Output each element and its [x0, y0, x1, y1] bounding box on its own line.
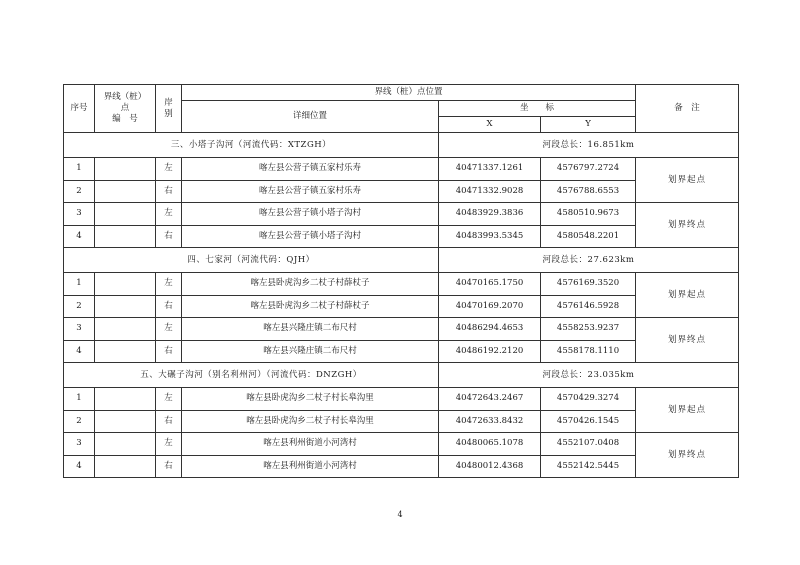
section-length: 河段总长：27.623km — [439, 248, 739, 273]
cell-y: 4570429.3274 — [541, 388, 636, 411]
cell-y: 4576169.3520 — [541, 273, 636, 296]
cell-stake-number — [95, 273, 156, 296]
cell-remark: 划界起点 — [636, 158, 739, 203]
cell-remark: 划界起点 — [636, 388, 739, 433]
cell-stake-number — [95, 388, 156, 411]
section-title: 四、七家河（河流代码：QJH） — [64, 248, 439, 273]
cell-seq: 2 — [64, 295, 95, 318]
header-stake-number-line3: 编 号 — [112, 114, 138, 124]
cell-x: 40470169.2070 — [439, 295, 541, 318]
cell-bank: 右 — [156, 295, 182, 318]
cell-y: 4558178.1110 — [541, 340, 636, 363]
cell-bank: 右 — [156, 340, 182, 363]
header-y: Y — [541, 117, 636, 133]
cell-location: 喀左县公营子镇五家村乐寿 — [182, 180, 439, 203]
cell-remark: 划界终点 — [636, 318, 739, 363]
cell-seq: 3 — [64, 318, 95, 341]
cell-bank: 左 — [156, 388, 182, 411]
cell-seq: 3 — [64, 433, 95, 456]
header-stake-number-line2: 点 — [120, 103, 130, 113]
cell-x: 40486192.2120 — [439, 340, 541, 363]
page-number: 4 — [397, 510, 403, 519]
cell-x: 40472643.2467 — [439, 388, 541, 411]
header-remark: 备 注 — [636, 85, 739, 133]
cell-remark: 划界起点 — [636, 273, 739, 318]
cell-x: 40472633.8432 — [439, 410, 541, 433]
cell-location: 喀左县卧虎沟乡二杖子村长皋沟里 — [182, 388, 439, 411]
table-row — [64, 273, 739, 296]
cell-location: 喀左县公营子镇小塔子沟村 — [182, 225, 439, 248]
cell-bank: 右 — [156, 225, 182, 248]
cell-y: 4580510.9673 — [541, 203, 636, 226]
cell-x: 40480012.4368 — [439, 455, 541, 478]
cell-stake-number — [95, 203, 156, 226]
cell-x: 40483929.3836 — [439, 203, 541, 226]
section-title: 五、大碾子沟河（别名利州河）（河流代码：DNZGH） — [64, 363, 439, 388]
cell-bank: 右 — [156, 410, 182, 433]
cell-bank: 右 — [156, 180, 182, 203]
header-stake-number-line1: 界线（桩） — [103, 92, 147, 102]
table-row — [64, 433, 739, 456]
cell-bank: 左 — [156, 203, 182, 226]
table-row — [64, 388, 739, 411]
cell-location: 喀左县卧虎沟乡二杖子村薛杖子 — [182, 295, 439, 318]
section-length: 河段总长：23.035km — [439, 363, 739, 388]
cell-bank: 左 — [156, 433, 182, 456]
cell-y: 4552107.0408 — [541, 433, 636, 456]
cell-seq: 2 — [64, 180, 95, 203]
cell-y: 4576146.5928 — [541, 295, 636, 318]
cell-y: 4576788.6553 — [541, 180, 636, 203]
cell-seq: 4 — [64, 455, 95, 478]
cell-stake-number — [95, 433, 156, 456]
cell-remark: 划界终点 — [636, 433, 739, 478]
cell-seq: 4 — [64, 340, 95, 363]
cell-x: 40483993.5345 — [439, 225, 541, 248]
cell-stake-number — [95, 318, 156, 341]
boundary-stake-table — [63, 84, 739, 478]
table-row — [64, 318, 739, 341]
cell-x: 40471332.9028 — [439, 180, 541, 203]
cell-x: 40486294.4653 — [439, 318, 541, 341]
cell-location: 喀左县利州街道小河湾村 — [182, 455, 439, 478]
cell-y: 4558253.9237 — [541, 318, 636, 341]
header-detail-position: 详细位置 — [182, 101, 439, 133]
cell-location: 喀左县兴隆庄镇二布尺村 — [182, 340, 439, 363]
cell-location: 喀左县卧虎沟乡二杖子村薛杖子 — [182, 273, 439, 296]
cell-stake-number — [95, 340, 156, 363]
cell-bank: 左 — [156, 158, 182, 181]
table-row — [64, 158, 739, 181]
header-seq: 序号 — [64, 85, 95, 133]
cell-x: 40470165.1750 — [439, 273, 541, 296]
cell-stake-number — [95, 410, 156, 433]
header-stake-number — [95, 85, 156, 133]
cell-stake-number — [95, 158, 156, 181]
cell-seq: 1 — [64, 388, 95, 411]
cell-location: 喀左县兴隆庄镇二布尺村 — [182, 318, 439, 341]
cell-seq: 1 — [64, 158, 95, 181]
cell-y: 4570426.1545 — [541, 410, 636, 433]
header-position-group: 界线（桩）点位置 — [182, 85, 636, 101]
section-header-row — [64, 248, 739, 273]
cell-y: 4580548.2201 — [541, 225, 636, 248]
section-header-row — [64, 363, 739, 388]
cell-bank: 左 — [156, 273, 182, 296]
cell-location: 喀左县卧虎沟乡二杖子村长皋沟里 — [182, 410, 439, 433]
cell-stake-number — [95, 225, 156, 248]
header-bank — [156, 85, 182, 133]
section-length: 河段总长：16.851km — [439, 133, 739, 158]
cell-x: 40480065.1078 — [439, 433, 541, 456]
header-bank-line2: 别 — [164, 108, 173, 119]
cell-x: 40471337.1261 — [439, 158, 541, 181]
table-row — [64, 203, 739, 226]
cell-y: 4576797.2724 — [541, 158, 636, 181]
cell-bank: 右 — [156, 455, 182, 478]
header-x: X — [439, 117, 541, 133]
cell-stake-number — [95, 180, 156, 203]
header-coordinates: 坐 标 — [439, 101, 636, 117]
header-bank-line1: 岸 — [164, 97, 173, 108]
cell-seq: 3 — [64, 203, 95, 226]
cell-seq: 1 — [64, 273, 95, 296]
cell-y: 4552142.5445 — [541, 455, 636, 478]
section-header-row — [64, 133, 739, 158]
section-title: 三、小塔子沟河（河流代码：XTZGH） — [64, 133, 439, 158]
cell-location: 喀左县利州街道小河湾村 — [182, 433, 439, 456]
cell-location: 喀左县公营子镇五家村乐寿 — [182, 158, 439, 181]
cell-remark: 划界终点 — [636, 203, 739, 248]
cell-stake-number — [95, 295, 156, 318]
cell-stake-number — [95, 455, 156, 478]
cell-seq: 2 — [64, 410, 95, 433]
cell-bank: 左 — [156, 318, 182, 341]
cell-seq: 4 — [64, 225, 95, 248]
cell-location: 喀左县公营子镇小塔子沟村 — [182, 203, 439, 226]
